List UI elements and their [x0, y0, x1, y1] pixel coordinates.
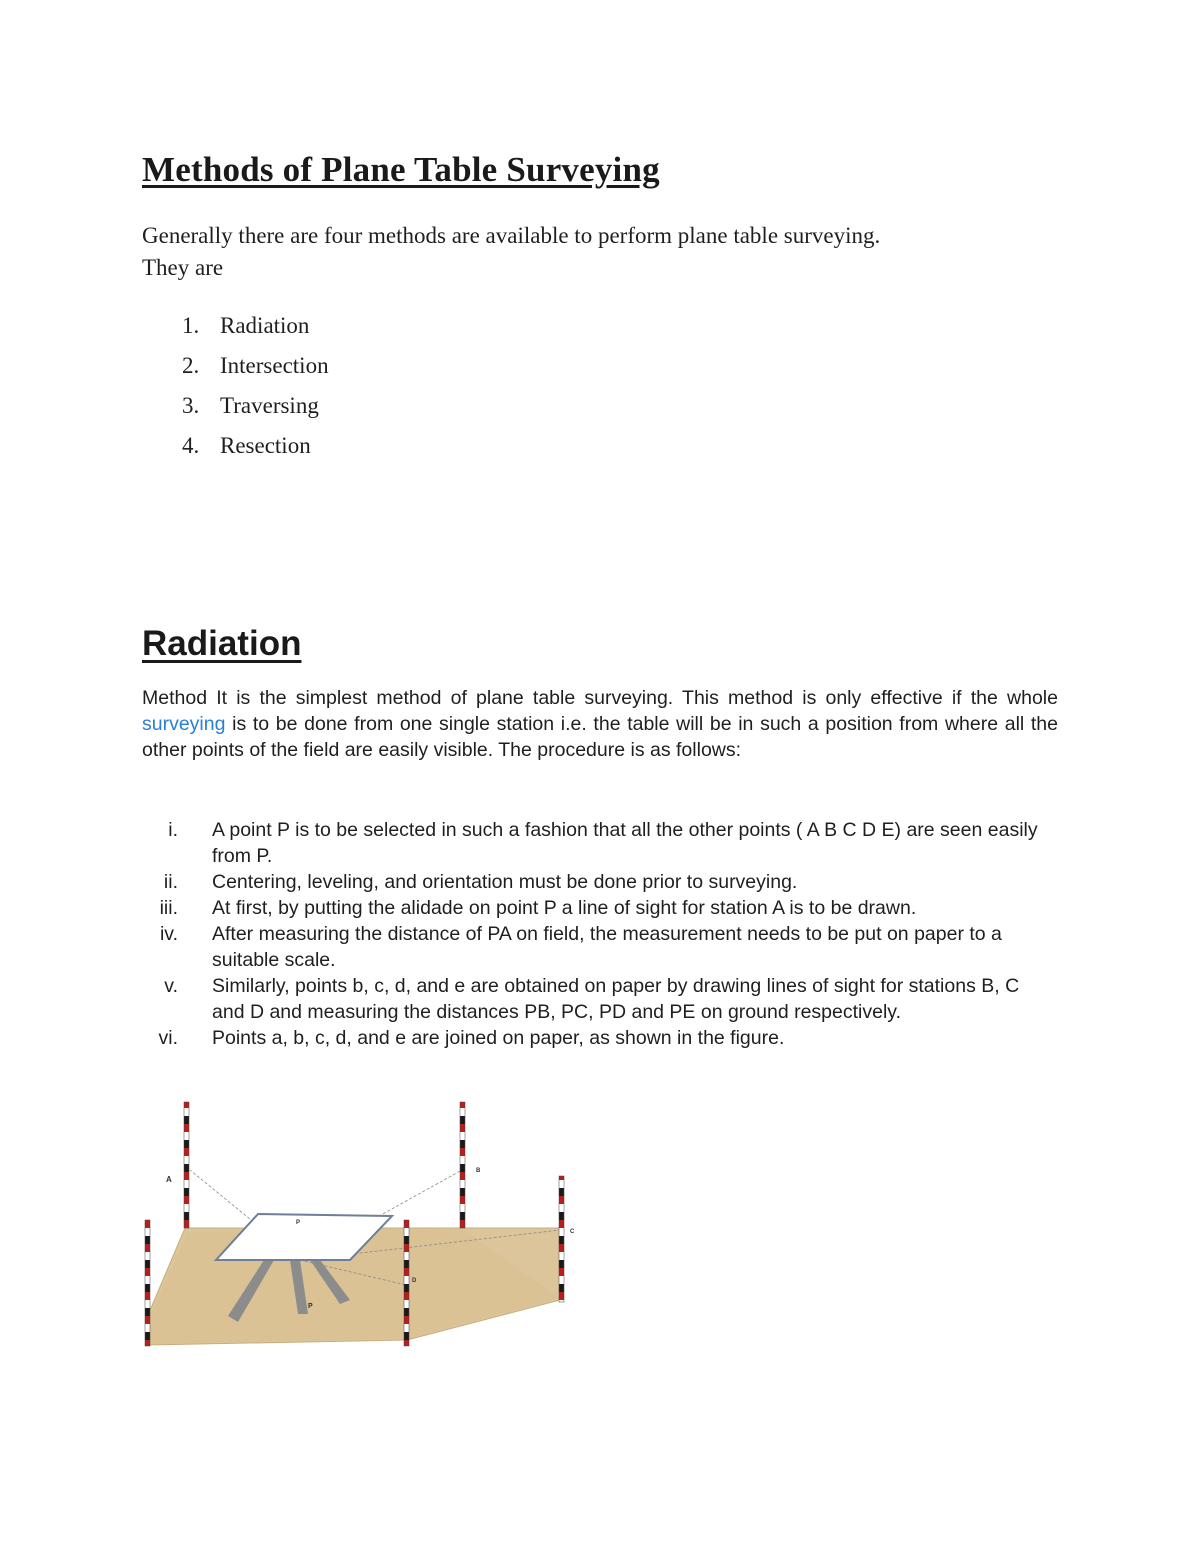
radiation-figure	[140, 1100, 590, 1350]
section-heading-radiation: Radiation	[142, 624, 302, 663]
page-title: Methods of Plane Table Surveying	[142, 150, 660, 189]
list-item	[182, 390, 329, 430]
methods-list	[182, 310, 329, 470]
label-p-table: P	[296, 1220, 301, 1226]
method-traversing: Traversing	[220, 393, 319, 418]
step-number: ii.	[163, 871, 178, 893]
ranging-pole-e	[145, 1220, 150, 1346]
list-number: 2.	[182, 353, 200, 378]
list-number: 4.	[182, 433, 200, 458]
step-number: iv.	[159, 923, 178, 945]
step-text: At first, by putting the alidade on point P a line of sight for station A is to be drawn.	[212, 897, 917, 919]
list-item	[182, 310, 329, 350]
paragraph-text: Method It is the simplest method of plane table surveying. This method is only effective if the whole	[142, 687, 1058, 709]
label-p-ground: P	[308, 1303, 313, 1310]
ranging-pole-d	[404, 1220, 409, 1346]
intro-line-1: Generally there are four methods are available to perform plane table surveying.	[142, 223, 881, 248]
step-text: Points a, b, c, d, and e are joined on paper, as shown in the figure.	[212, 1027, 785, 1049]
list-item	[182, 350, 329, 390]
ranging-pole-c	[559, 1176, 564, 1302]
label-c: C	[570, 1229, 575, 1235]
surveying-link[interactable]: surveying	[142, 713, 226, 735]
label-b: B	[476, 1168, 481, 1174]
list-number: 3.	[182, 393, 200, 418]
method-radiation: Radiation	[220, 313, 310, 338]
step-item	[142, 895, 1072, 921]
paragraph-text: is to be done from one single station i.e. the table will be in such a position from where all the other points of the field are easily visible. The procedure is as follows:	[142, 713, 1058, 761]
step-text: After measuring the distance of PA on field, the measurement needs to be put on paper to a suitable scale.	[212, 923, 1002, 971]
step-text: A point P is to be selected in such a fashion that all the other points ( A B C D E) are seen easily from P.	[212, 819, 1038, 867]
step-number: v.	[164, 975, 178, 997]
ranging-pole-b	[460, 1102, 465, 1228]
step-item	[142, 817, 1072, 869]
step-text: Similarly, points b, c, d, and e are obtained on paper by drawing lines of sight for stations B, C and D and measuring the distances PB, PC, PD and PE on ground respectively.	[212, 975, 1020, 1023]
step-item	[142, 973, 1072, 1025]
label-a: A	[166, 1175, 172, 1184]
step-item	[142, 869, 1072, 895]
intro-line-2: They are	[142, 255, 224, 280]
method-resection: Resection	[220, 433, 311, 458]
method-intersection: Intersection	[220, 353, 329, 378]
label-d: D	[412, 1278, 417, 1284]
step-text: Centering, leveling, and orientation must be done prior to surveying.	[212, 871, 798, 893]
list-number: 1.	[182, 313, 200, 338]
intro-text	[142, 220, 1042, 284]
procedure-steps	[142, 817, 1072, 1051]
step-number: iii.	[159, 897, 178, 919]
step-item	[142, 1025, 1072, 1051]
step-item	[142, 921, 1072, 973]
list-item	[182, 430, 329, 470]
step-number: vi.	[158, 1027, 178, 1049]
radiation-paragraph	[142, 685, 1058, 763]
step-number: i.	[168, 819, 178, 841]
ranging-pole-a	[184, 1102, 189, 1228]
